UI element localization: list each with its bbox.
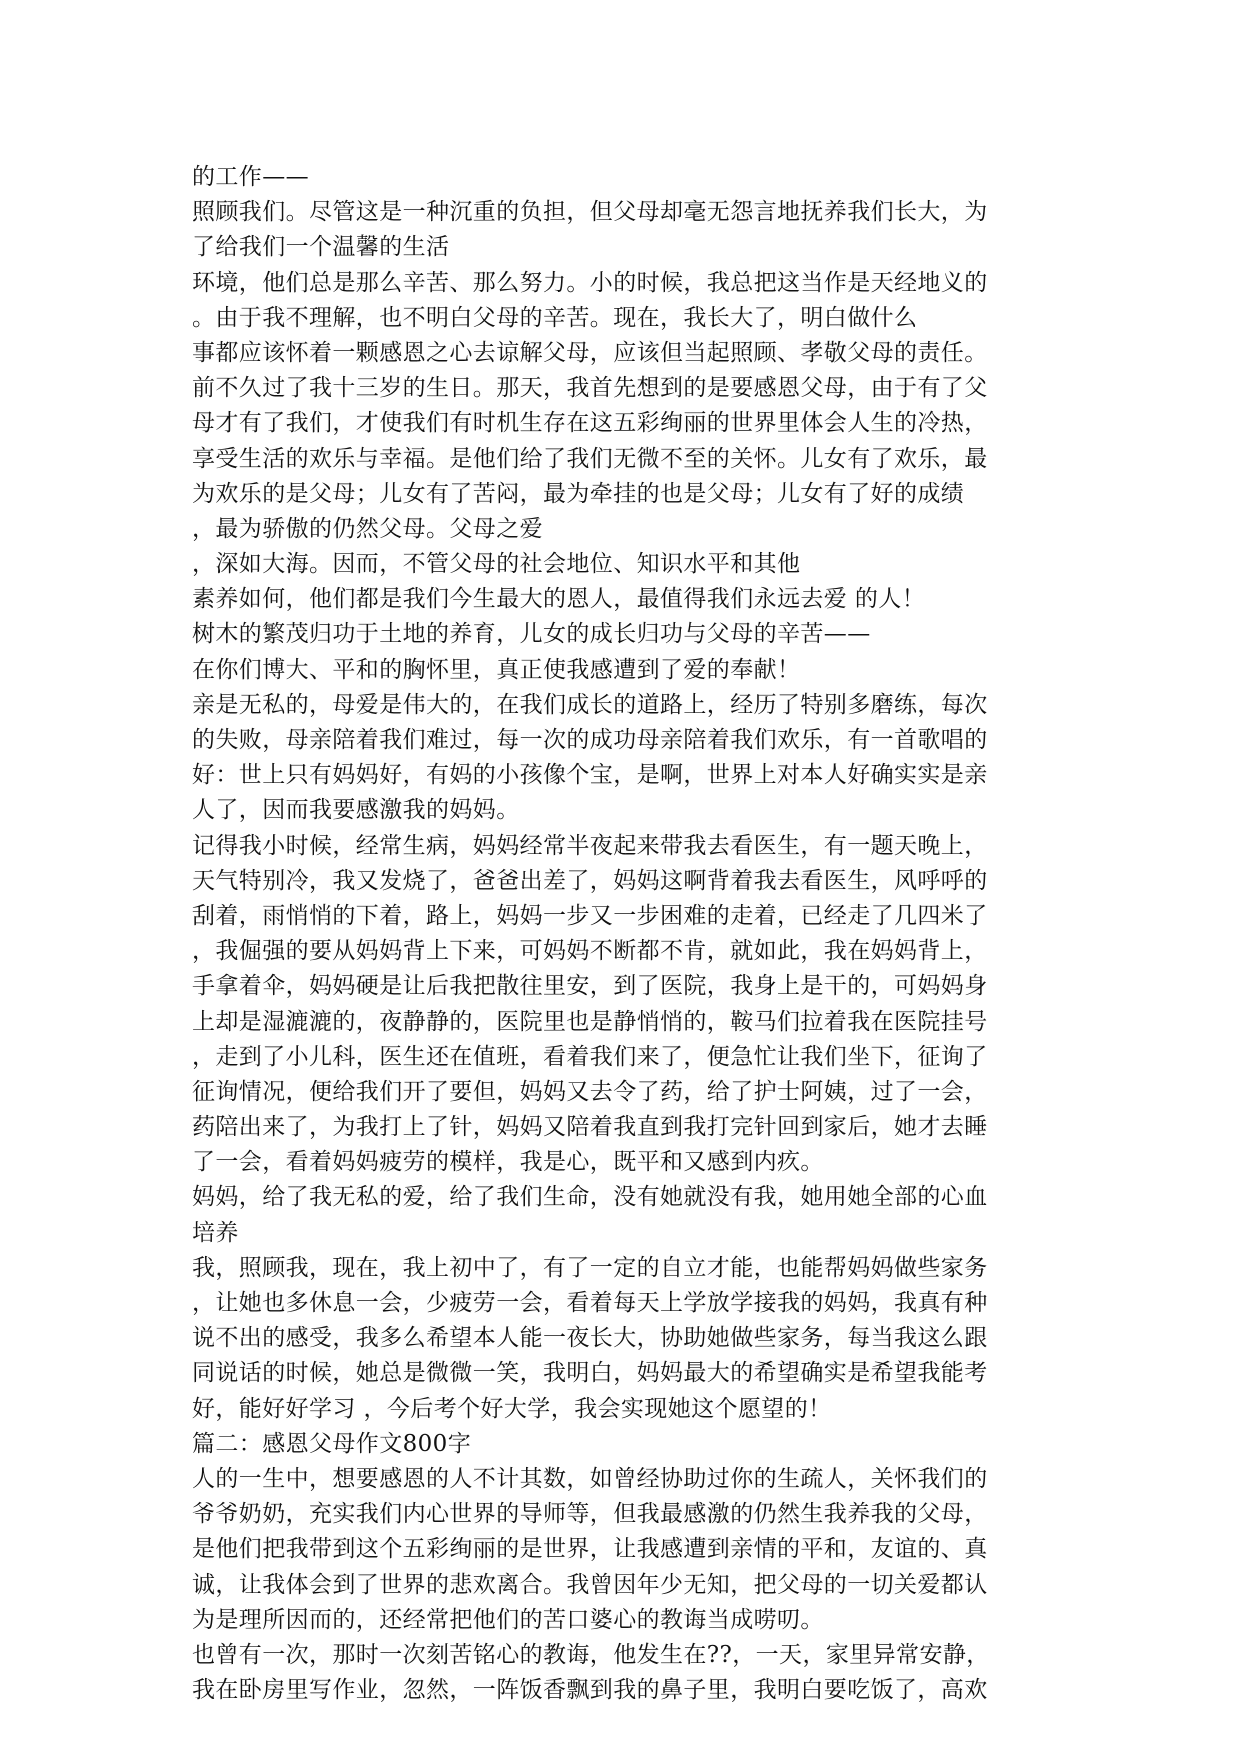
text-line: 的失败，母亲陪着我们难过，每一次的成功母亲陪着我们欢乐，有一首歌唱的	[192, 727, 988, 753]
text-line: 妈妈，给了我无私的爱，给了我们生命，没有她就没有我，她用她全部的心血	[192, 1184, 988, 1211]
text-line: 前不久过了我十三岁的生日。那天，我首先想到的是要感恩父母，由于有了父	[192, 375, 988, 402]
text-line: 为欢乐的是父母；儿女有了苦闷，最为牵挂的也是父母；儿女有了好的成绩	[192, 480, 965, 507]
text-line: 同说话的时候，她总是微微一笑，我明白，妈妈最大的希望确实是希望我能考	[192, 1360, 988, 1387]
text-line: 刮着，雨悄悄的下着，路上，妈妈一步又一步困难的走着，已经走了几四米了	[192, 902, 988, 929]
text-line: 也曾有一次，那时一次刻苦铭心的教诲，他发生在??，一天，家里异常安静，	[192, 1641, 990, 1668]
text-line: 。由于我不理解，也不明白父母的辛苦。现在，我长大了，明白做什么	[192, 304, 918, 331]
text-line: 是他们把我带到这个五彩绚丽的是世界，让我感遭到亲情的平和，友谊的、真	[192, 1536, 988, 1563]
text-line: 好：世上只有妈妈好，有妈的小孩像个宝，是啊，世界上对本人好确实实是亲	[192, 762, 988, 789]
text-line: ，深如大海。因而，不管父母的社会地位、知识水平和其他	[192, 551, 801, 578]
text-line: 上却是湿漉漉的，夜静静的，医院里也是静悄悄的，鞍马们拉着我在医院挂号	[192, 1008, 988, 1035]
document-body	[192, 160, 1052, 1708]
text-line: 爷爷奶奶，充实我们内心世界的导师等，但我最感激的仍然生我养我的父母，	[192, 1501, 988, 1528]
text-line: 诚，让我体会到了世界的悲欢离合。我曾因年少无知，把父母的一切关爱都认	[192, 1571, 988, 1598]
text-line: 人了，因而我要感激我的妈妈。	[192, 797, 520, 824]
text-line: ，我倔强的要从妈妈背上下来，可妈妈不断都不肯，就如此，我在妈妈背上，	[192, 938, 988, 965]
text-line: 好，能好好学习 ，今后考个好大学，我会实现她这个愿望的！	[192, 1395, 832, 1422]
text-line: 享受生活的欢乐与幸福。是他们给了我们无微不至的关怀。儿女有了欢乐，最	[192, 445, 988, 472]
text-line: ，让她也多休息一会，少疲劳一会，看着每天上学放学接我的妈妈，我真有种	[192, 1290, 988, 1316]
text-line: 人的一生中，想要感恩的人不计其数，如曾经协助过你的生疏人，关怀我们的	[192, 1465, 988, 1492]
text-line: 记得我小时候，经常生病，妈妈经常半夜起来带我去看医生，有一题天晚上，	[192, 832, 988, 859]
text-line: 天气特别冷，我又发烧了，爸爸出差了，妈妈这啊背着我去看医生，风呼呼的	[192, 867, 988, 894]
text-line: 在你们博大、平和的胸怀里，真正使我感遭到了爱的奉献！	[192, 656, 801, 683]
text-line: ，走到了小儿科，医生还在值班，看着我们来了，便急忙让我们坐下，征询了	[192, 1043, 988, 1070]
text-line: 我在卧房里写作业，忽然，一阵饭香飘到我的鼻子里，我明白要吃饭了，高欢	[192, 1677, 988, 1704]
text-line: 征询情况，便给我们开了要但，妈妈又去令了药，给了护士阿姨，过了一会，	[192, 1078, 988, 1105]
text-line: 照顾我们。尽管这是一种沉重的负担，但父母却毫无怨言地抚养我们长大，为	[192, 199, 988, 226]
text-line: 事都应该怀着一颗感恩之心去谅解父母，应该但当起照顾、孝敬父母的责任。	[192, 339, 988, 366]
text-line: 了给我们一个温馨的生活	[192, 234, 450, 261]
text-line: 为是理所因而的，还经常把他们的苦口婆心的教诲当成唠叨。	[192, 1606, 824, 1633]
text-line: 环境，他们总是那么辛苦、那么努力。小的时候，我总把这当作是天经地义的	[192, 269, 988, 296]
text-line: 培养	[192, 1219, 239, 1246]
text-line: 素养如何，他们都是我们今生最大的恩人，最值得我们永远去爱 的人！	[192, 586, 926, 613]
text-line: 树木的繁茂归功于土地的养育，儿女的成长归功与父母的辛苦——	[192, 621, 871, 648]
text-line: 的工作——	[192, 164, 309, 190]
text-line: 了一会，看着妈妈疲劳的模样，我是心，既平和又感到内疚。	[192, 1149, 824, 1176]
text-line: 篇二：感恩父母作文800字	[192, 1430, 472, 1457]
text-line: ，最为骄傲的仍然父母。父母之爱	[192, 515, 543, 542]
text-line: 手拿着伞，妈妈硬是让后我把散往里安，到了医院，我身上是干的，可妈妈身	[192, 973, 988, 1000]
text-line: 亲是无私的，母爱是伟大的，在我们成长的道路上，经历了特别多磨练，每次	[192, 691, 988, 718]
text-line: 母才有了我们，才使我们有时机生存在这五彩绚丽的世界里体会人生的冷热，	[192, 410, 988, 437]
text-line: 药陪出来了，为我打上了针，妈妈又陪着我直到我打完针回到家后，她才去睡	[192, 1114, 988, 1141]
text-line: 我，照顾我，现在，我上初中了，有了一定的自立才能，也能帮妈妈做些家务	[192, 1254, 988, 1281]
text-line: 说不出的感受，我多么希望本人能一夜长大，协助她做些家务，每当我这么跟	[192, 1325, 988, 1352]
